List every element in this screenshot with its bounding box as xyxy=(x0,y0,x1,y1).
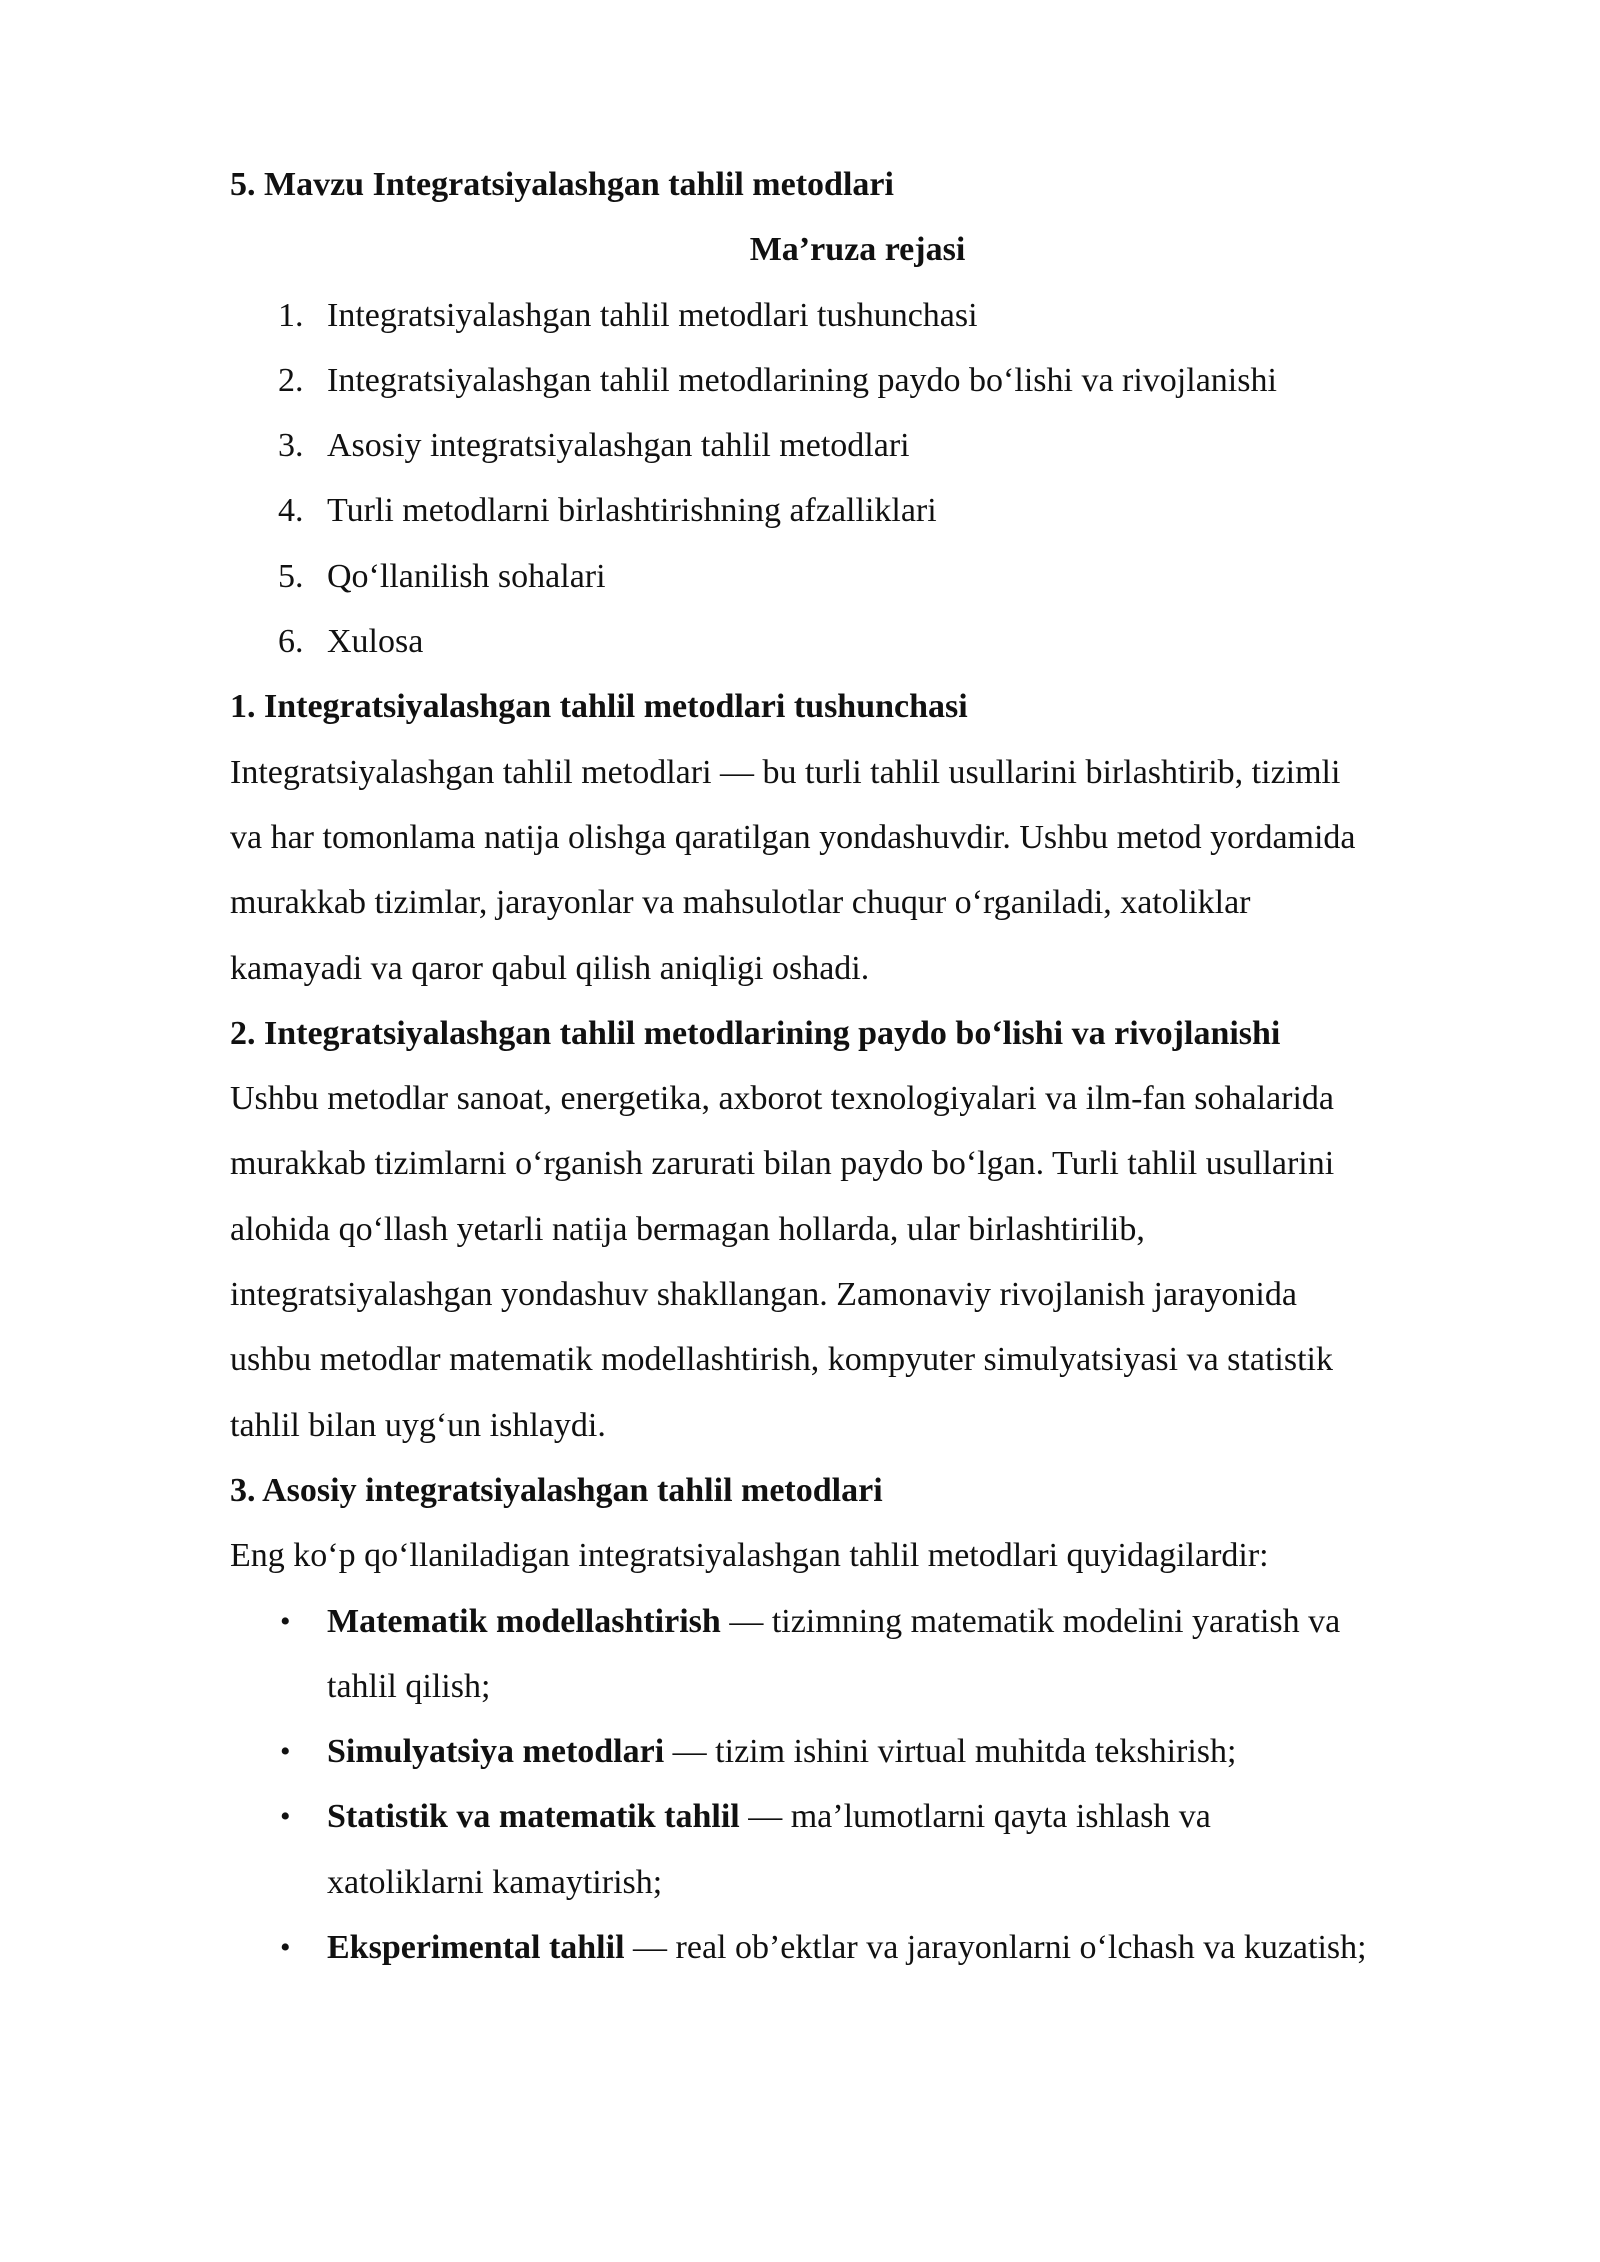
paragraph-line: tahlil bilan uyg‘un ishlaydi. xyxy=(230,1406,606,1444)
list-item: 2. Integratsiyalashgan tahlil metodlarining paydo bo‘lishi va rivojlanishi xyxy=(278,361,1277,399)
method-desc-cont: xatoliklarni kamaytirish; xyxy=(327,1863,663,1901)
method-term: Eksperimental tahlil xyxy=(327,1929,625,1967)
list-item xyxy=(230,1915,1485,1980)
section1-title: 1. Integratsiyalashgan tahlil metodlari tushunchasi xyxy=(230,688,968,726)
list-item: 3. Asosiy integratsiyalashgan tahlil metodlari xyxy=(278,427,910,465)
list-item xyxy=(230,1784,1485,1915)
list-item: 4. Turli metodlarni birlashtirishning afzalliklari xyxy=(278,492,937,530)
method-term: Matematik modellashtirish xyxy=(327,1602,721,1640)
method-term: Statistik va matematik tahlil xyxy=(327,1798,740,1836)
document-page xyxy=(230,152,1485,1980)
section2-title: 2. Integratsiyalashgan tahlil metodlarining paydo bo‘lishi va rivojlanishi xyxy=(230,1014,1281,1052)
bullet-icon: • xyxy=(280,1735,291,1769)
paragraph-line: Ushbu metodlar sanoat, energetika, axborot texnologiyalari va ilm-fan sohalarida xyxy=(230,1080,1335,1118)
method-desc: — real ob’ektlar va jarayonlarni o‘lchash va kuzatish; xyxy=(624,1929,1367,1967)
section1-body xyxy=(230,740,1485,1001)
bullet-icon: • xyxy=(280,1604,291,1638)
list-item: 6. Xulosa xyxy=(278,623,424,661)
section2-body xyxy=(230,1066,1485,1458)
method-desc: — tizim ishini virtual muhitda tekshirish; xyxy=(664,1733,1237,1771)
bullet-icon: • xyxy=(280,1931,291,1965)
method-desc-cont: tahlil qilish; xyxy=(327,1667,491,1705)
bullet-icon: • xyxy=(280,1800,291,1834)
paragraph-line: alohida qo‘llash yetarli natija bermagan hollarda, ular birlashtirilib, xyxy=(230,1210,1145,1248)
paragraph-line: kamayadi va qaror qabul qilish aniqligi oshadi. xyxy=(230,949,870,987)
list-item: 1. Integratsiyalashgan tahlil metodlari tushunchasi xyxy=(278,296,978,334)
section3-intro: Eng ko‘p qo‘llaniladigan integratsiyalashgan tahlil metodlari quyidagilardir: xyxy=(230,1537,1269,1575)
plan-title: Ma’ruza rejasi xyxy=(749,231,966,269)
paragraph-line: ushbu metodlar matematik modellashtirish, kompyuter simulyatsiyasi va statistik xyxy=(230,1341,1333,1379)
paragraph-line: va har tomonlama natija olishga qaratilgan yondashuvdir. Ushbu metod yordamida xyxy=(230,818,1356,856)
paragraph-line: murakkab tizimlarni o‘rganish zarurati bilan paydo bo‘lgan. Turli tahlil usullarini xyxy=(230,1145,1335,1183)
document-heading: 5. Mavzu Integratsiyalashgan tahlil metodlari xyxy=(230,166,894,203)
paragraph-line: Integratsiyalashgan tahlil metodlari — bu turli tahlil usullarini birlashtirib, tizimli xyxy=(230,753,1341,791)
method-desc: — tizimning matematik modelini yaratish va xyxy=(720,1602,1341,1640)
list-item: 5. Qo‘llanilish sohalari xyxy=(278,557,606,595)
method-term: Simulyatsiya metodlari xyxy=(327,1733,665,1771)
paragraph-line: murakkab tizimlar, jarayonlar va mahsulotlar chuqur o‘rganiladi, xatoliklar xyxy=(230,884,1251,922)
section3-title: 3. Asosiy integratsiyalashgan tahlil metodlari xyxy=(230,1471,883,1509)
method-desc: — ma’lumotlarni qayta ishlash va xyxy=(739,1798,1211,1836)
paragraph-line: integratsiyalashgan yondashuv shakllangan. Zamonaviy rivojlanish jarayonida xyxy=(230,1276,1297,1314)
methods-list xyxy=(230,1589,1485,1981)
list-item xyxy=(230,1589,1485,1720)
list-item xyxy=(230,1719,1485,1784)
plan-list xyxy=(230,283,1485,675)
